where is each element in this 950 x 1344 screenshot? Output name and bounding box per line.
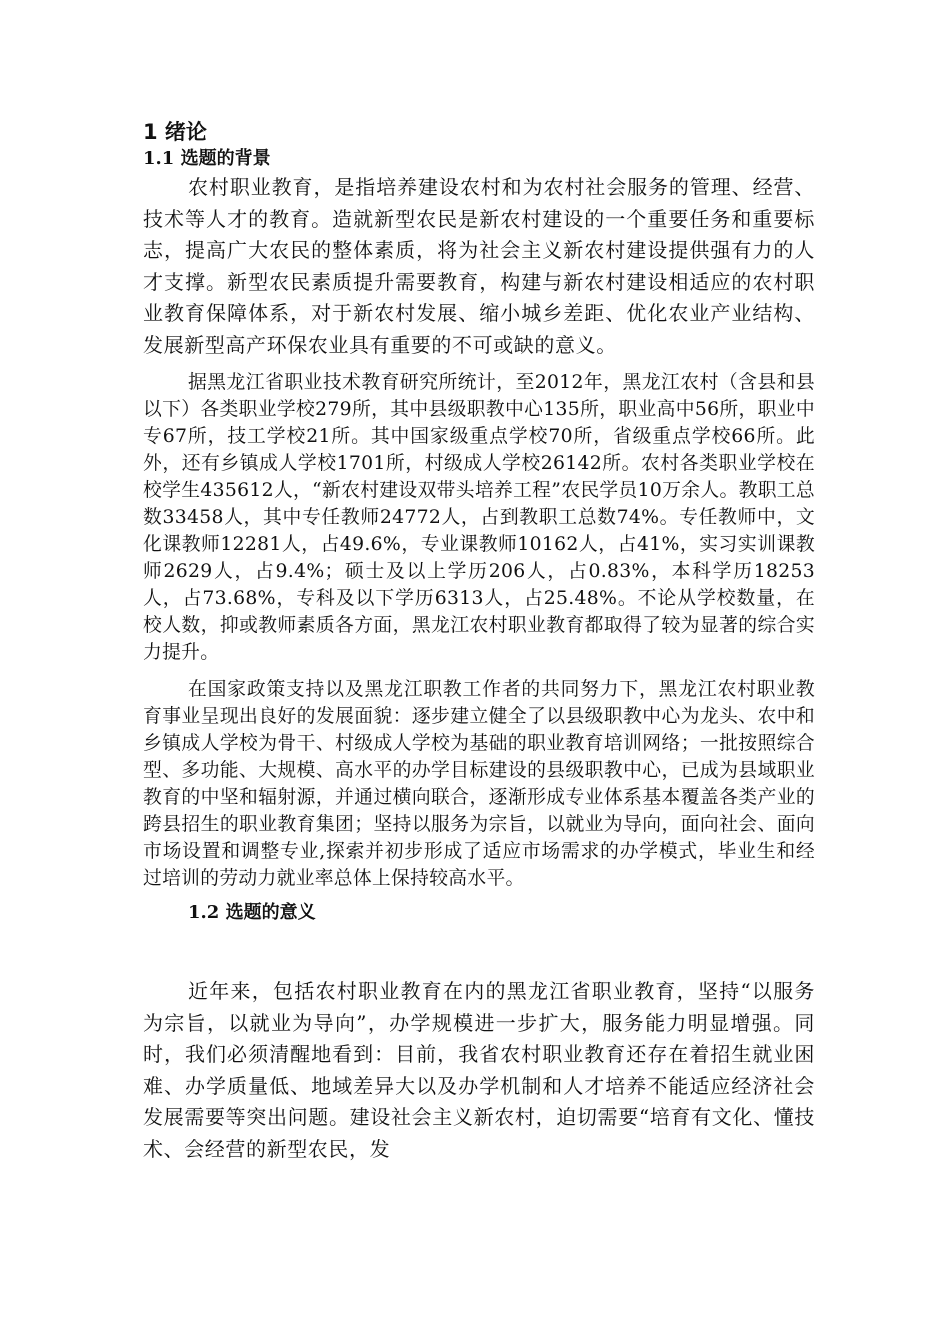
section-spacer	[143, 926, 815, 976]
paragraph-definition: 农村职业教育，是指培养建设农村和为农村社会服务的管理、经营、技术等人才的教育。造就新型农民是新农村建设的一个重要任务和重要标志，提高广大农民的整体素质，将为社会主义新农村建设提供强有力的人才支撑。新型农民素质提升需要教育，构建与新农村建设相适应的农村职业教育保障体系，对于新农村发展、缩小城乡差距、优化农业产业结构、发展新型高产环保农业具有重要的不可或缺的意义。	[143, 175, 815, 357]
paragraph-development: 在国家政策支持以及黑龙江职教工作者的共同努力下，黑龙江农村职业教育事业呈现出良好的发展面貌：逐步建立健全了以县级职教中心为龙头、农中和乡镇成人学校为骨干、村级成人学校为基础的职业教育培训网络；一批按照综合型、多功能、大规模、高水平的办学目标建设的县级职教中心，已成为县域职业教育的中坚和辐射源，并通过横向联合，逐渐形成专业体系基本覆盖各类产业的跨县招生的职业教育集团；坚持以服务为宗旨，以就业为导向，面向社会、面向市场设置和调整专业,探索并初步形成了适应市场需求的办学模式，毕业生和经过培训的劳动力就业率总体上保持较高水平。	[143, 679, 815, 889]
section-title-background: 1.1 选题的背景	[143, 148, 271, 169]
paragraph-significance: 近年来，包括农村职业教育在内的黑龙江省职业教育，坚持“以服务为宗旨，以就业为导向”，办学规模进一步扩大，服务能力明显增强。同时，我们必须清醒地看到：目前，我省农村职业教育还存在着招生就业困难、办学质量低、地域差异大以及办学机制和人才培养不能适应经济社会发展需要等突出问题。建设社会主义新农村，迫切需要“培育有文化、懂技术、会经营的新型农民，发	[143, 979, 815, 1161]
chapter-title: 1 绪论	[143, 120, 207, 144]
document-body	[143, 118, 815, 1165]
paragraph-spacer	[143, 361, 815, 369]
paragraph-spacer	[143, 666, 815, 676]
paragraph-spacer	[143, 892, 815, 900]
section-title-significance: 1.2 选题的意义	[188, 902, 316, 923]
paragraph-statistics: 据黑龙江省职业技术教育研究所统计，至2012年，黑龙江农村（含县和县以下）各类职业学校279所，其中县级职教中心135所，职业高中56所，职业中专67所，技工学校21所。其中国家级重点学校70所，省级重点学校66所。此外，还有乡镇成人学校1701所，村级成人学校26142所。农村各类职业学校在校学生435612人，“新农村建设双带头培养工程”农民学员10万余人。教职工总数33458人，其中专任教师24772人，占到教职工总数74%。专任教师中，文化课教师12281人，占49.6%，专业课教师10162人，占41%，实习实训课教师2629人，占9.4%；硕士及以上学历206人，占0.83%，本科学历18253人，占73.68%，专科及以下学历6313人，占25.48%。不论从学校数量，在校人数，抑或教师素质各方面，黑龙江农村职业教育都取得了较为显著的综合实力提升。	[143, 372, 815, 663]
